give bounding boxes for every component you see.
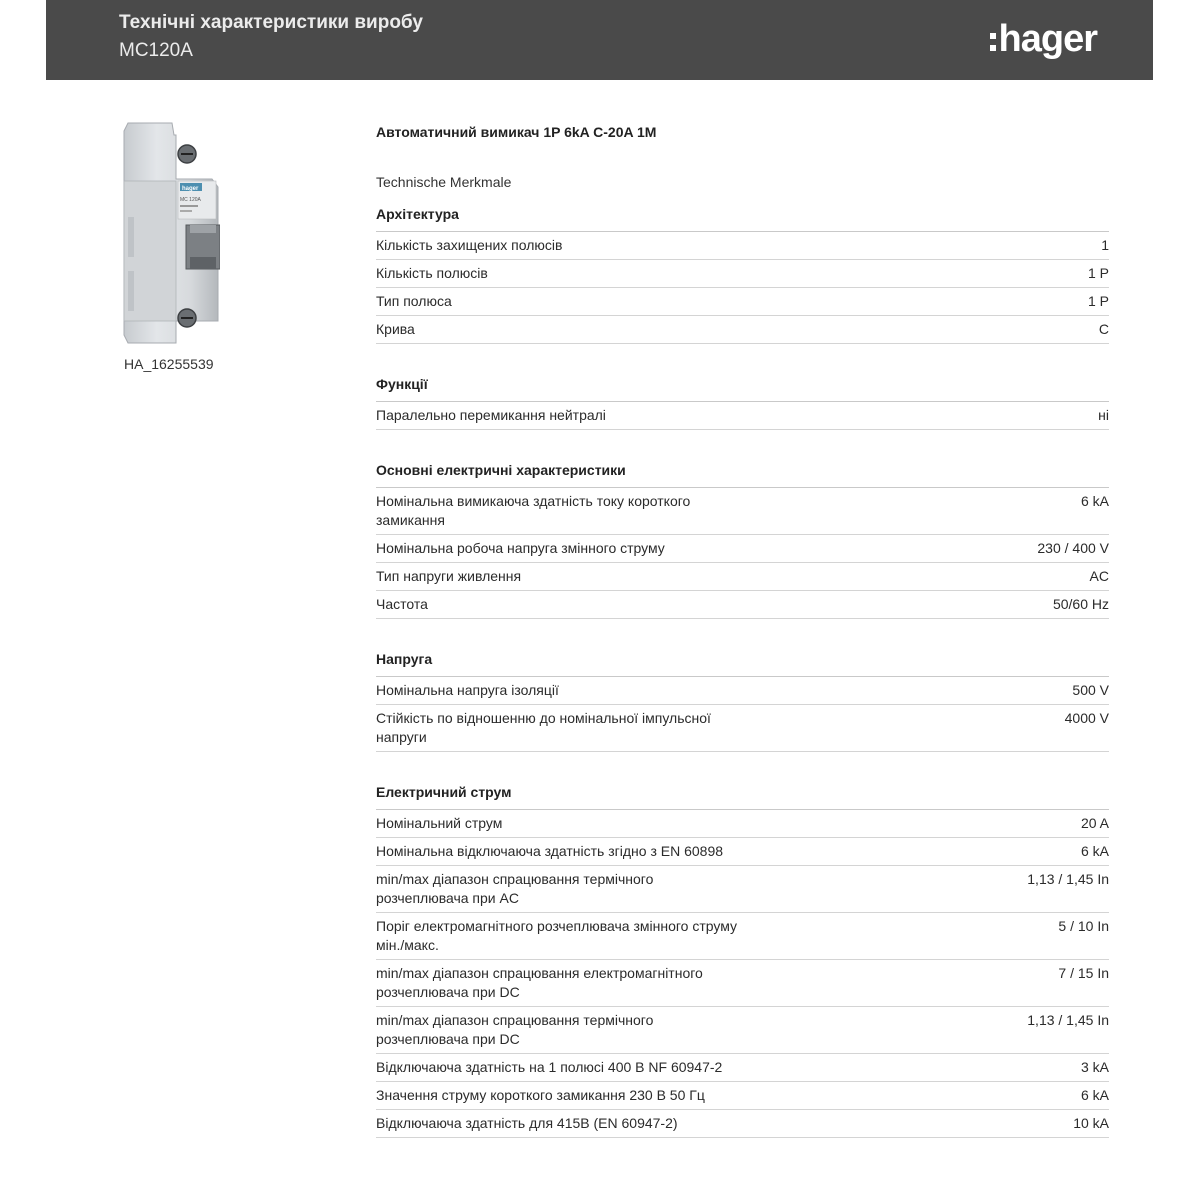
spec-label: Паралельно перемикання нейтралі [376, 407, 606, 423]
spec-label: Тип напруги живлення [376, 568, 522, 584]
tech-label: Technische Merkmale [376, 174, 512, 190]
spec-label: Кількість захищених полюсів [376, 237, 563, 253]
spec-section [376, 430, 1109, 619]
spec-value: 500 V [1072, 682, 1109, 698]
spec-row [376, 535, 1109, 563]
spec-label: Тип полюса [376, 293, 452, 309]
spec-label: Кількість полюсів [376, 265, 488, 281]
spec-value: 10 kA [1073, 1115, 1109, 1131]
spec-value: 1 [1101, 237, 1109, 253]
spec-label: Крива [376, 321, 415, 337]
spec-label: Частота [376, 596, 428, 612]
spec-row [376, 1110, 1109, 1138]
section-title: Електричний струм [376, 770, 1109, 810]
hager-logo [990, 14, 1097, 64]
section-title: Напруга [376, 637, 1109, 677]
section-title: Функції [376, 362, 1109, 402]
spec-value: 1 P [1087, 265, 1109, 281]
spec-row [376, 288, 1109, 316]
section-title: Основні електричні характеристики [376, 448, 1109, 488]
specs-content [376, 120, 1109, 1138]
device-brand-label: hager [182, 186, 199, 192]
product-image-code: HA_16255539 [124, 356, 214, 372]
spec-value: 1 P [1087, 293, 1109, 309]
spec-section [376, 619, 1109, 752]
product-name: Автоматичний вимикач 1P 6kA C-20A 1M [376, 124, 657, 140]
spec-value: 5 / 10 In [1058, 918, 1109, 934]
spec-label: min/max діапазон спрацювання електромагнітного розчеплювача при DC [376, 965, 703, 1000]
section-title: Архітектура [376, 192, 1109, 232]
circuit-breaker-image [122, 121, 220, 347]
page-header [46, 0, 1153, 80]
spec-value: 20 A [1080, 815, 1109, 831]
spec-value: 50/60 Hz [1052, 596, 1109, 612]
spec-row [376, 960, 1109, 1007]
spec-value: 1,13 / 1,45 In [1027, 871, 1109, 887]
spec-label: Поріг електромагнітного розчеплювача змінного струму мін./макс. [376, 918, 738, 953]
spec-value: 7 / 15 In [1058, 965, 1109, 981]
spec-row [376, 1082, 1109, 1110]
spec-label: Номінальна напруга ізоляції [376, 682, 559, 698]
spec-label: Номінальна робоча напруга змінного струму [376, 540, 665, 556]
spec-label: Стійкість по відношенню до номінальної імпульсної напруги [376, 710, 711, 745]
spec-label: min/max діапазон спрацювання термічного розчеплювача при AC [376, 871, 654, 906]
spec-value: 3 kA [1080, 1059, 1109, 1075]
spec-value: C [1098, 321, 1109, 337]
spec-value: 4000 V [1064, 710, 1109, 726]
section-spacer [376, 430, 1109, 448]
spec-label: Номінальна вимикаюча здатність току короткого замикання [376, 493, 691, 528]
spec-row [376, 866, 1109, 913]
spec-label: Відключаюча здатність для 415В (EN 60947-2) [376, 1115, 678, 1131]
spec-label: Номінальна відключаюча здатність згідно з EN 60898 [376, 843, 724, 859]
device-model-label: MC 120A [180, 197, 201, 203]
spec-section [376, 192, 1109, 344]
spec-section [376, 344, 1109, 430]
spec-label: Значення струму короткого замикання 230 В 50 Гц [376, 1087, 705, 1103]
section-spacer [376, 619, 1109, 637]
spec-value: 6 kA [1080, 843, 1109, 859]
spec-row [376, 913, 1109, 960]
spec-row [376, 232, 1109, 260]
spec-row [376, 402, 1109, 430]
spec-section [376, 752, 1109, 1138]
spec-label: Номінальний струм [376, 815, 503, 831]
spec-row [376, 488, 1109, 535]
spec-value: 6 kA [1080, 1087, 1109, 1103]
logo-text: hager [998, 17, 1097, 60]
spec-row [376, 677, 1109, 705]
product-model: MC120A [119, 40, 193, 61]
spec-value: 1,13 / 1,45 In [1027, 1012, 1109, 1028]
spec-row [376, 316, 1109, 344]
spec-row [376, 705, 1109, 752]
page-title: Технічні характеристики виробу [119, 12, 423, 33]
spec-value: AC [1089, 568, 1109, 584]
spec-row [376, 1054, 1109, 1082]
spec-value: 6 kA [1080, 493, 1109, 509]
spec-sections [376, 192, 1109, 1138]
section-spacer [376, 752, 1109, 770]
spec-value: 230 / 400 V [1037, 540, 1109, 556]
logo-dots-icon [990, 33, 996, 51]
spec-label: min/max діапазон спрацювання термічного розчеплювача при DC [376, 1012, 654, 1047]
spec-row [376, 260, 1109, 288]
section-spacer [376, 344, 1109, 362]
spec-row [376, 838, 1109, 866]
spec-row [376, 563, 1109, 591]
spec-row [376, 591, 1109, 619]
spec-label: Відключаюча здатність на 1 полюсі 400 В NF 60947-2 [376, 1059, 723, 1075]
spec-row [376, 1007, 1109, 1054]
spec-row [376, 810, 1109, 838]
spec-value: ні [1098, 407, 1109, 423]
